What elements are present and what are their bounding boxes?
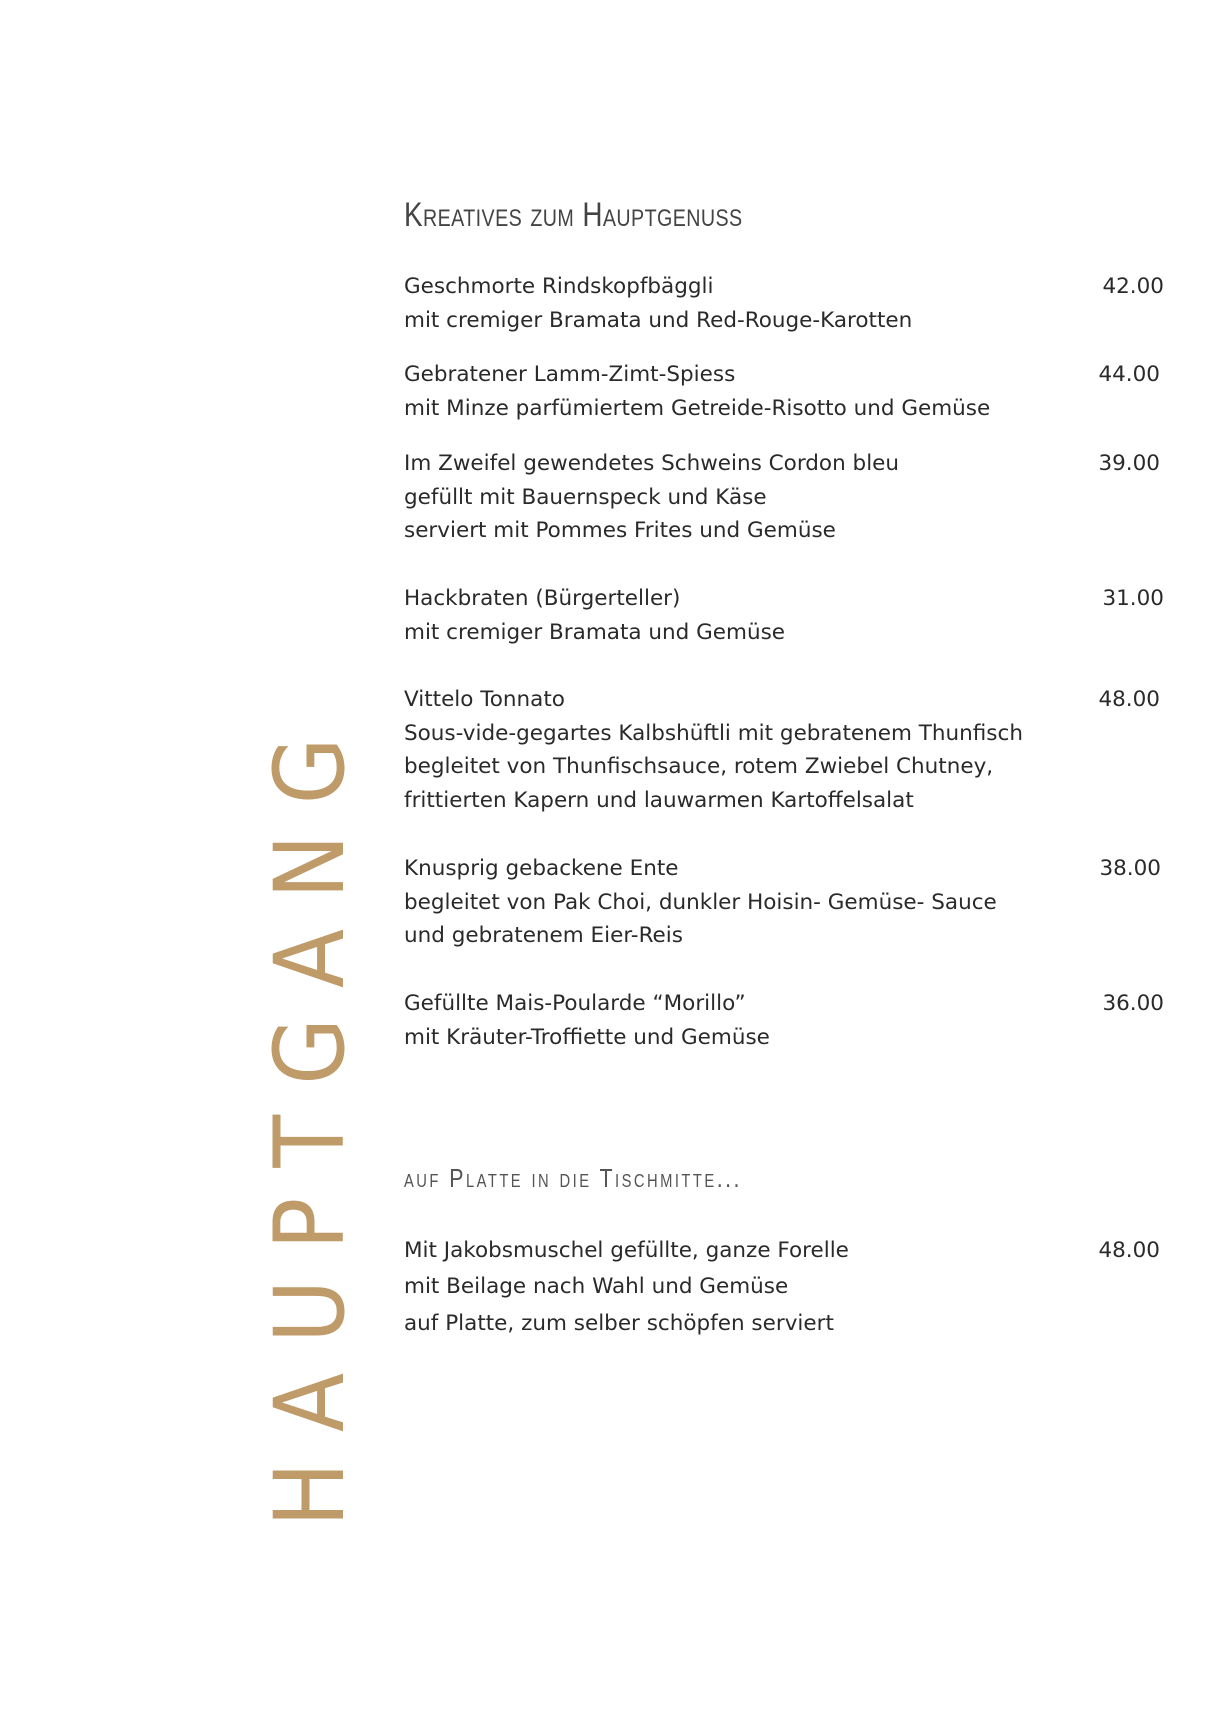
item-price: 36.00 [1102, 991, 1164, 1016]
item-description: frittierten Kapern und lauwarmen Kartoffelsalat [404, 787, 914, 813]
item-description: mit Beilage nach Wahl und Gemüse [404, 1273, 789, 1299]
item-description: mit Minze parfümiertem Getreide-Risotto und Gemüse [404, 395, 991, 421]
item-name: Vittelo Tonnato [404, 687, 565, 712]
item-price: 39.00 [1098, 451, 1160, 476]
section-title-main: Kreatives zum Hauptgenuss [404, 196, 743, 234]
menu-item [404, 683, 1164, 817]
item-price: 42.00 [1102, 274, 1164, 299]
item-description: gefüllt mit Bauernspeck und Käse [404, 484, 767, 510]
item-name: Gebratener Lamm-Zimt-Spiess [404, 362, 736, 387]
menu-item [404, 447, 1164, 548]
item-description: und gebratenem Eier-Reis [404, 923, 683, 948]
item-name: Mit Jakobsmuschel gefüllte, ganze Forelle [404, 1238, 849, 1263]
menu-item [404, 358, 1164, 425]
item-name: Geschmorte Rindskopfbäggli [404, 274, 714, 299]
menu-item [404, 987, 1164, 1054]
item-description: Sous-vide-gegartes Kalbshüftli mit gebratenem Thunfisch [404, 720, 1023, 746]
menu-item [404, 1234, 1164, 1342]
item-price: 48.00 [1098, 687, 1160, 712]
item-description: mit cremiger Bramata und Red-Rouge-Karotten [404, 307, 913, 333]
item-price: 31.00 [1102, 586, 1164, 611]
item-description: auf Platte, zum selber schöpfen serviert [404, 1310, 834, 1336]
menu-item [404, 852, 1164, 953]
item-price: 48.00 [1098, 1238, 1160, 1263]
item-name: Gefüllte Mais-Poularde “Morillo” [404, 991, 746, 1016]
item-name: Im Zweifel gewendetes Schweins Cordon bleu [404, 451, 900, 476]
menu-item [404, 270, 1164, 337]
item-price: 38.00 [1099, 856, 1161, 881]
item-name: Hackbraten (Bürgerteller) [404, 586, 681, 611]
item-name: Knusprig gebackene Ente [404, 856, 679, 881]
section-title-sub: auf Platte in die Tischmitte... [404, 1163, 742, 1193]
item-description: begleitet von Thunfischsauce, rotem Zwiebel Chutney, [404, 754, 994, 779]
side-title: HAUPTGANG [254, 707, 366, 1527]
item-description: begleitet von Pak Choi, dunkler Hoisin- Gemüse- Sauce [404, 889, 997, 915]
item-description: mit cremiger Bramata und Gemüse [404, 619, 786, 645]
item-description: serviert mit Pommes Frites und Gemüse [404, 518, 836, 543]
item-price: 44.00 [1098, 362, 1160, 387]
menu-item [404, 582, 1164, 649]
item-description: mit Kräuter-Troffiette und Gemüse [404, 1024, 770, 1050]
